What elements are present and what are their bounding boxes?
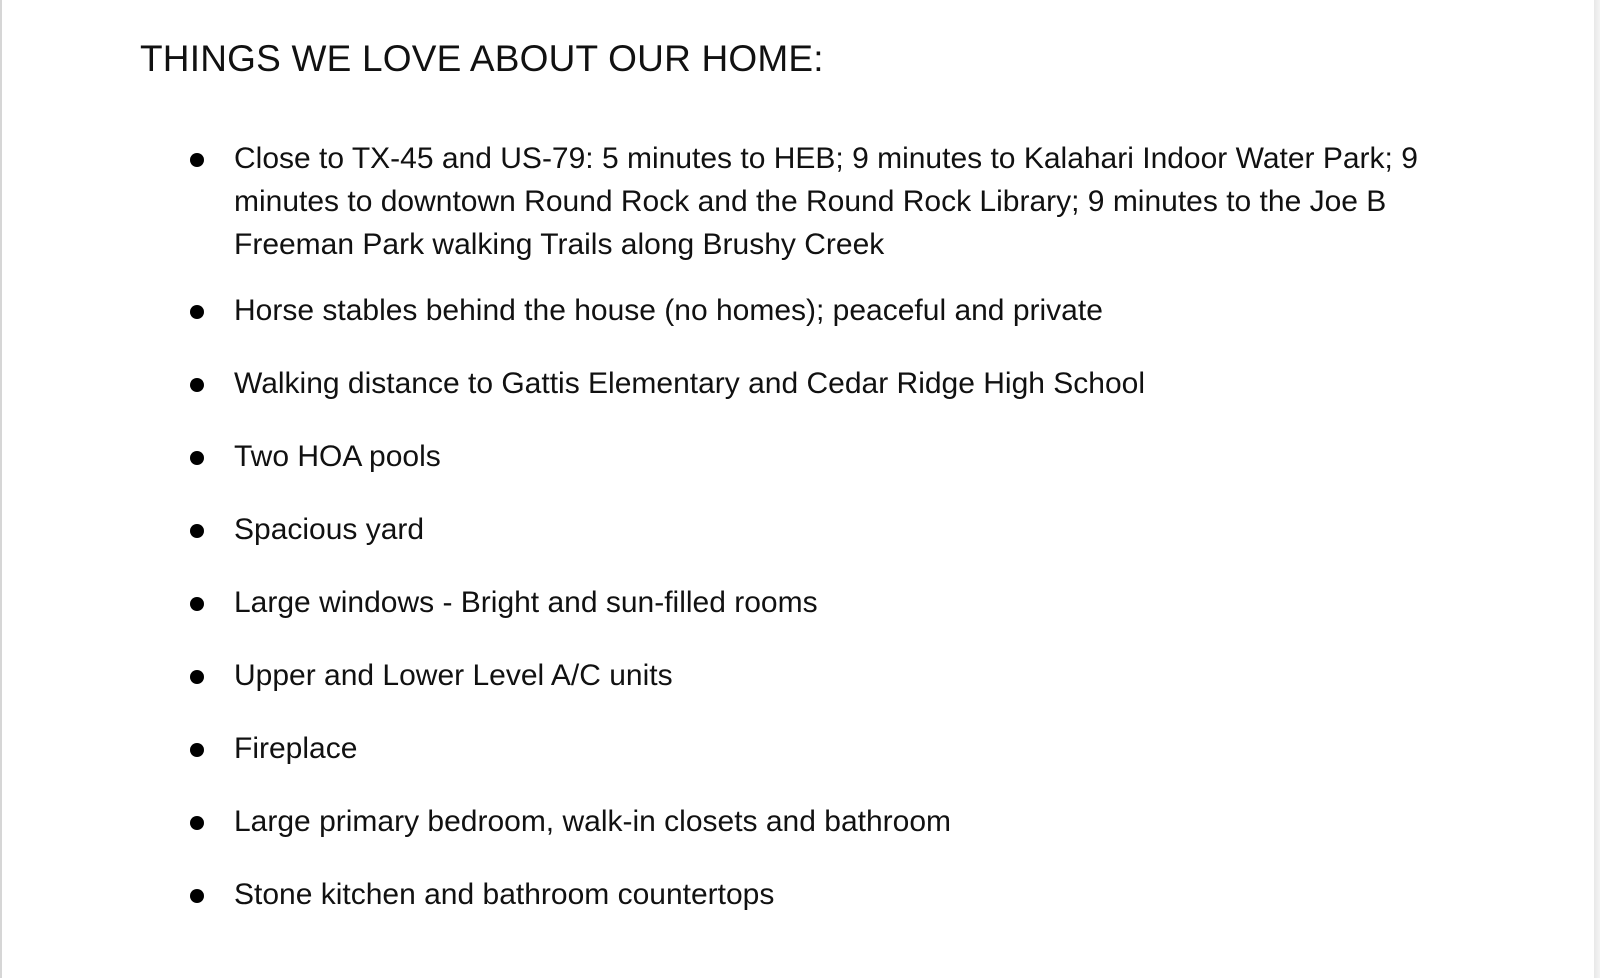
page-right-border — [1594, 0, 1600, 978]
list-item-text: Two HOA pools — [234, 440, 441, 473]
list-item-text: Stone kitchen and bathroom countertops — [234, 878, 775, 911]
bullet-icon — [190, 597, 204, 611]
list-item-text: Close to TX-45 and US-79: 5 minutes to HEB; 9 minutes to Kalahari Indoor Water Park; 9 minutes to downtown Round Rock and the Round Rock Library; 9 minutes to the Joe B Freeman Park walking Trails along Brushy Creek — [234, 142, 1418, 261]
list-item-text: Upper and Lower Level A/C units — [234, 659, 673, 692]
bullet-icon — [190, 816, 204, 830]
list-item-text: Walking distance to Gattis Elementary and Cedar Ridge High School — [234, 367, 1146, 400]
bullet-icon — [190, 743, 204, 757]
list-item-text: Large primary bedroom, walk-in closets and bathroom — [234, 805, 951, 838]
bullet-icon — [190, 889, 204, 903]
page-title: THINGS WE LOVE ABOUT OUR HOME: — [140, 38, 824, 79]
bullet-icon — [190, 153, 204, 167]
bullet-icon — [190, 378, 204, 392]
list-item-text: Fireplace — [234, 732, 358, 765]
list-item-text: Large windows - Bright and sun-filled rooms — [234, 586, 818, 619]
list-item-text: Horse stables behind the house (no homes); peaceful and private — [234, 294, 1103, 327]
bullet-icon — [190, 451, 204, 465]
bullet-icon — [190, 670, 204, 684]
bullet-icon — [190, 305, 204, 319]
bullet-icon — [190, 524, 204, 538]
list-item-text: Spacious yard — [234, 513, 425, 546]
